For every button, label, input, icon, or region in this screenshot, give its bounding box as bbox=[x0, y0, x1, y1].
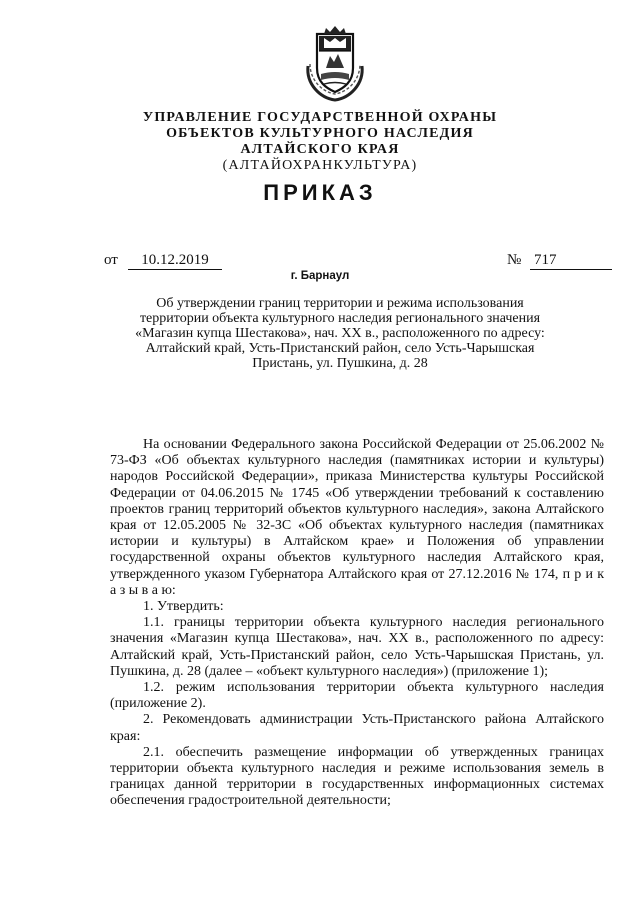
number-label: № bbox=[507, 252, 522, 268]
item-2: 2. Рекомендовать администрации Усть-Пристанского района Алтайского края: bbox=[110, 712, 604, 744]
item-1: 1. Утвердить: bbox=[143, 599, 224, 615]
organization-header bbox=[0, 110, 640, 174]
preamble-paragraph: На основании Федерального закона Российской Федерации от 25.06.2002 № 73-ФЗ «Об объектах культурного наследия (памятниках истории и культуры) народов Российской Федерации», приказа Министерства культуры Российской Федерации от 04.06.2015 № 1745 «Об утверждении требований к составлению проектов границ территорий объектов культурного наследия», закона Алтайского края от 12.05.2005 № 32-ЗС «Об объектах культурного наследия (памятниках истории и культуры) в Алтайском крае» и Положения об управлении государственной охраны объектов культурного наследия Алтайского края, утвержденного указом Губернатора Алтайского края от 27.12.2016 № 174, п р и к а з ы в а ю: bbox=[110, 437, 604, 598]
organization-name-line-2: ОБЪЕКТОВ КУЛЬТУРНОГО НАСЛЕДИЯ bbox=[166, 126, 474, 141]
item-1-2: 1.2. режим использования территории объекта культурного наследия (приложение 2). bbox=[110, 680, 604, 712]
date-label: от bbox=[104, 252, 118, 268]
organization-name-line-3: АЛТАЙСКОГО КРАЯ bbox=[240, 142, 400, 157]
organization-name-line-1: УПРАВЛЕНИЕ ГОСУДАРСТВЕННОЙ ОХРАНЫ bbox=[142, 110, 498, 125]
item-1-1: 1.1. границы территории объекта культурного наследия регионального значения «Магазин купца Шестакова», нач. XX в., расположенного по адресу: Алтайский край, Усть-Пристанский район, село Усть-Чарышская Пристань, ул. Пушкина, д. 28 (далее – «объект культурного наследия») (приложение 1); bbox=[110, 615, 604, 679]
document-date: 10.12.2019 bbox=[128, 252, 222, 270]
organization-abbreviation: (АЛТАЙОХРАНКУЛЬТУРА) bbox=[222, 158, 418, 173]
city-name: г. Барнаул bbox=[290, 270, 350, 282]
document-number: 717 bbox=[530, 252, 612, 270]
altai-krai-coat-of-arms-icon bbox=[300, 26, 370, 102]
item-2-1: 2.1. обеспечить размещение информации об утвержденных границах территории объекта культурного наследия и режиме использования земель в границах данной территории в государственных информационных системах обеспечения градостроительной деятельности; bbox=[110, 744, 604, 809]
document-body bbox=[110, 437, 604, 810]
document-type-title: ПРИКАЗ bbox=[263, 180, 377, 205]
document-subject: Об утверждении границ территории и режима использования территории объекта культурного наследия регионального значения «Магазин купца Шестакова», нач. XX в., расположенного по адресу: Алтайский край, Усть-Пристанский район, село Усть-Чарышская Пристань, ул. Пушкина, д. 28 bbox=[135, 296, 545, 371]
